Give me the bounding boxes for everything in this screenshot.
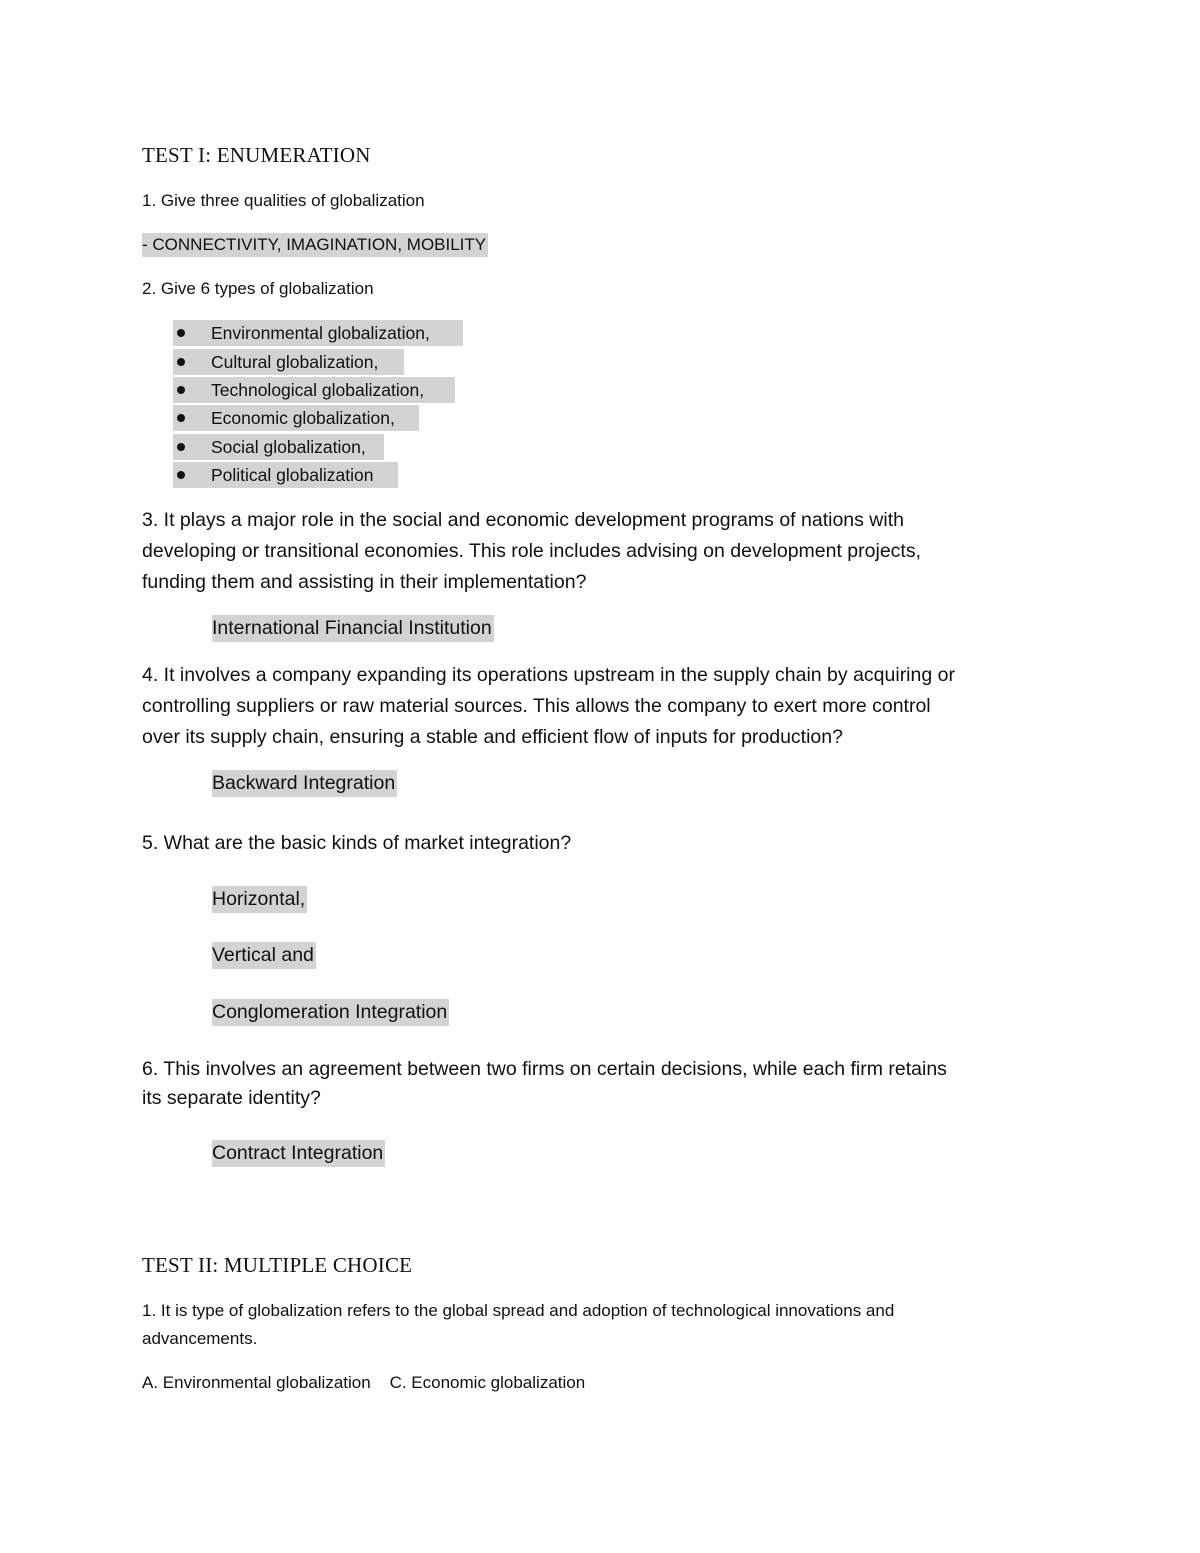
q5-answer-2 (212, 940, 316, 971)
q1-answer (142, 234, 488, 256)
q2-bullet-list (177, 320, 577, 490)
mc-q1-line-1: 1. It is type of globalization refers to the global spread and adoption of technological innovations and (142, 1301, 895, 1320)
list-item-label: Economic globalization, (211, 408, 395, 428)
q5-answer-1-text: Horizontal, (212, 886, 307, 913)
q4-answer (212, 768, 397, 799)
q1-answer-text: - CONNECTIVITY, IMAGINATION, MOBILITY (142, 233, 488, 257)
q4-answer-text: Backward Integration (212, 770, 397, 797)
mc-q1-line-2: advancements. (142, 1329, 258, 1348)
q3-answer (212, 613, 494, 644)
q1-question: 1. Give three qualities of globalization (142, 191, 425, 210)
q6-answer-text: Contract Integration (212, 1140, 385, 1167)
bullet-icon (177, 329, 185, 337)
list-item-label: Social globalization, (211, 437, 366, 457)
bullet-icon (177, 414, 185, 422)
q3-line-3: funding them and assisting in their implementation? (142, 571, 587, 593)
q5-answer-3 (212, 997, 449, 1028)
q6-line-2: its separate identity? (142, 1087, 321, 1109)
q5-answer-2-text: Vertical and (212, 942, 316, 969)
q4-line-2: controlling suppliers or raw material sources. This allows the company to exert more control (142, 695, 931, 717)
bullet-icon (177, 358, 185, 366)
q6-line-1: 6. This involves an agreement between two firms on certain decisions, while each firm retains (142, 1058, 947, 1080)
q3-answer-text: International Financial Institution (212, 615, 494, 642)
test1-heading: TEST I: ENUMERATION (142, 143, 371, 167)
q3-line-2: developing or transitional economies. This role includes advising on development projects, (142, 540, 922, 562)
bullet-icon (177, 471, 185, 479)
test2-heading: TEST II: MULTIPLE CHOICE (142, 1253, 413, 1277)
list-item-label: Political globalization (211, 465, 374, 485)
q5-answer-1 (212, 884, 307, 915)
bullet-icon (177, 443, 185, 451)
list-item-label: Cultural globalization, (211, 352, 379, 372)
list-item-label: Environmental globalization, (211, 323, 430, 343)
q5-question: 5. What are the basic kinds of market integration? (142, 832, 572, 854)
bullet-icon (177, 386, 185, 394)
mc-q1-options: A. Environmental globalization C. Economic globalization (142, 1373, 586, 1392)
q3-line-1: 3. It plays a major role in the social and economic development programs of nations with (142, 509, 904, 531)
q5-answer-3-text: Conglomeration Integration (212, 999, 449, 1026)
q2-question: 2. Give 6 types of globalization (142, 279, 374, 298)
list-item-label: Technological globalization, (211, 380, 425, 400)
q4-line-3: over its supply chain, ensuring a stable and efficient flow of inputs for production? (142, 726, 843, 748)
q6-answer (212, 1138, 385, 1169)
q4-line-1: 4. It involves a company expanding its operations upstream in the supply chain by acquiring or (142, 664, 955, 686)
